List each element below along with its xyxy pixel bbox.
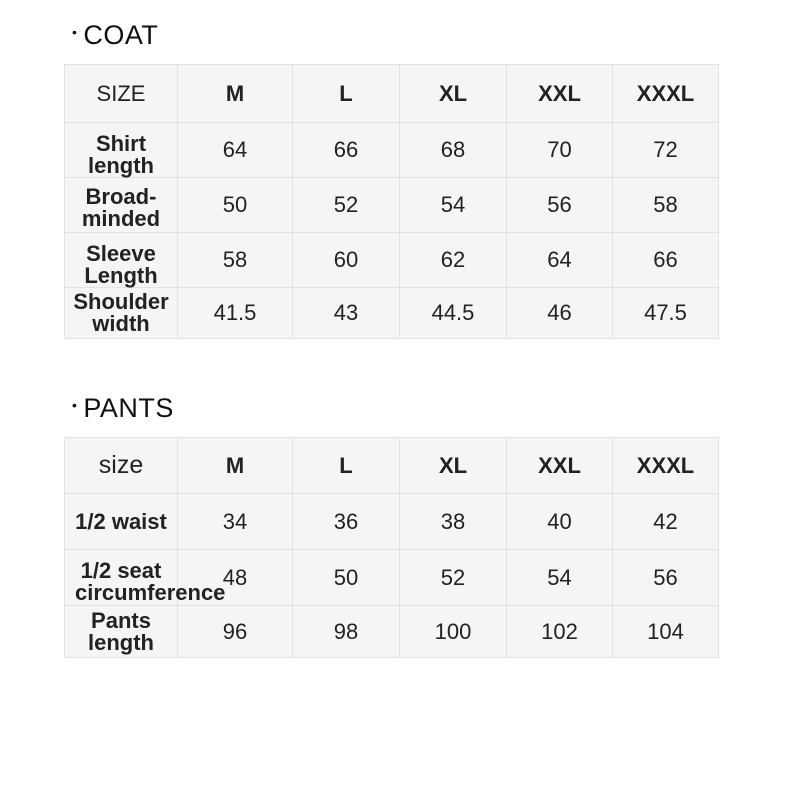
table-cell: 42 [613, 494, 719, 550]
pants-size-header: XXXL [613, 438, 719, 494]
table-cell: 52 [293, 178, 400, 233]
row-label: Shirt length [65, 123, 178, 178]
table-cell: 58 [613, 178, 719, 233]
row-label: Shoulder width [65, 288, 178, 339]
table-cell: 72 [613, 123, 719, 178]
pants-section-title [72, 393, 174, 424]
table-row [65, 123, 719, 178]
coat-size-header: XXXL [613, 65, 719, 123]
table-cell: 40 [507, 494, 613, 550]
bullet-icon: • [72, 396, 78, 413]
pants-size-header: XXL [507, 438, 613, 494]
table-row [65, 178, 719, 233]
pants-size-header: M [178, 438, 293, 494]
table-cell: 48 [178, 550, 293, 606]
table-row [65, 606, 719, 658]
table-cell: 34 [178, 494, 293, 550]
table-cell: 62 [400, 233, 507, 288]
table-cell: 46 [507, 288, 613, 339]
table-cell: 68 [400, 123, 507, 178]
table-cell: 56 [507, 178, 613, 233]
table-cell: 66 [293, 123, 400, 178]
pants-header-row [65, 438, 719, 494]
table-cell: 38 [400, 494, 507, 550]
coat-section-title [72, 20, 158, 51]
table-cell: 102 [507, 606, 613, 658]
table-cell: 70 [507, 123, 613, 178]
row-label: Pants length [65, 606, 178, 658]
coat-size-header: XL [400, 65, 507, 123]
table-row [65, 550, 719, 606]
table-cell: 43 [293, 288, 400, 339]
table-cell: 96 [178, 606, 293, 658]
row-label: 1/2 waist [65, 494, 178, 550]
pants-title-text: PANTS [83, 393, 174, 423]
coat-size-table [64, 64, 719, 339]
table-cell: 52 [400, 550, 507, 606]
pants-size-table [64, 437, 719, 658]
pants-size-header: L [293, 438, 400, 494]
table-cell: 58 [178, 233, 293, 288]
table-cell: 54 [507, 550, 613, 606]
table-cell: 66 [613, 233, 719, 288]
table-cell: 50 [178, 178, 293, 233]
row-label: Sleeve Length [65, 233, 178, 288]
table-row [65, 233, 719, 288]
table-row [65, 288, 719, 339]
table-cell: 100 [400, 606, 507, 658]
table-cell: 54 [400, 178, 507, 233]
table-cell: 98 [293, 606, 400, 658]
coat-title-text: COAT [83, 20, 159, 50]
table-cell: 104 [613, 606, 719, 658]
table-cell: 60 [293, 233, 400, 288]
pants-corner-label: size [65, 438, 178, 494]
coat-size-header: L [293, 65, 400, 123]
coat-corner-label: SIZE [65, 65, 178, 123]
coat-header-row [65, 65, 719, 123]
coat-size-header: XXL [507, 65, 613, 123]
table-cell: 36 [293, 494, 400, 550]
row-label: Broad-minded [65, 178, 178, 233]
table-row [65, 494, 719, 550]
pants-size-header: XL [400, 438, 507, 494]
row-label: 1/2 seat circumference [65, 550, 178, 606]
coat-size-header: M [178, 65, 293, 123]
table-cell: 64 [507, 233, 613, 288]
table-cell: 47.5 [613, 288, 719, 339]
table-cell: 56 [613, 550, 719, 606]
table-cell: 44.5 [400, 288, 507, 339]
bullet-icon: • [72, 23, 78, 40]
table-cell: 64 [178, 123, 293, 178]
table-cell: 41.5 [178, 288, 293, 339]
table-cell: 50 [293, 550, 400, 606]
